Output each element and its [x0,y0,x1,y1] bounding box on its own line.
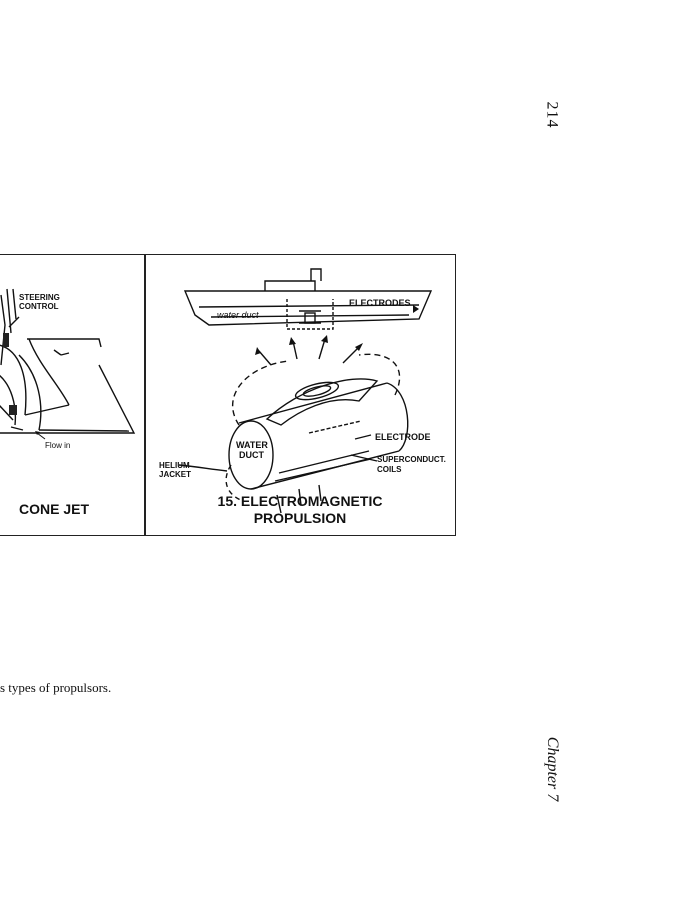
coils-label: COILS [377,465,402,474]
electrode-label: ELECTRODE [375,432,431,442]
electrodes-label: ELECTRODES [349,298,411,308]
control-label: CONTROL [19,302,59,311]
propulsor-figure [0,254,456,536]
em-caption-line1: 15. ELECTROMAGNETIC [217,493,383,509]
page-number: 214 [543,101,561,129]
jacket-label: JACKET [159,470,192,479]
flow-in-label: Flow in [45,441,71,450]
chapter-label: Chapter 7 [544,736,562,802]
body-text-fragment: s types of propulsors. [0,680,112,695]
superconduct-label: SUPERCONDUCT. [377,455,446,464]
water-label: WATER [236,440,268,450]
cone-jet-caption: CONE JET [18,501,89,517]
steering-label: STEERING [19,293,60,302]
duct-label: DUCT [239,450,264,460]
water-duct-top-label: water duct [217,310,259,320]
helium-label: HELIUM [159,461,190,470]
em-caption-line2: PROPULSION [253,510,347,526]
